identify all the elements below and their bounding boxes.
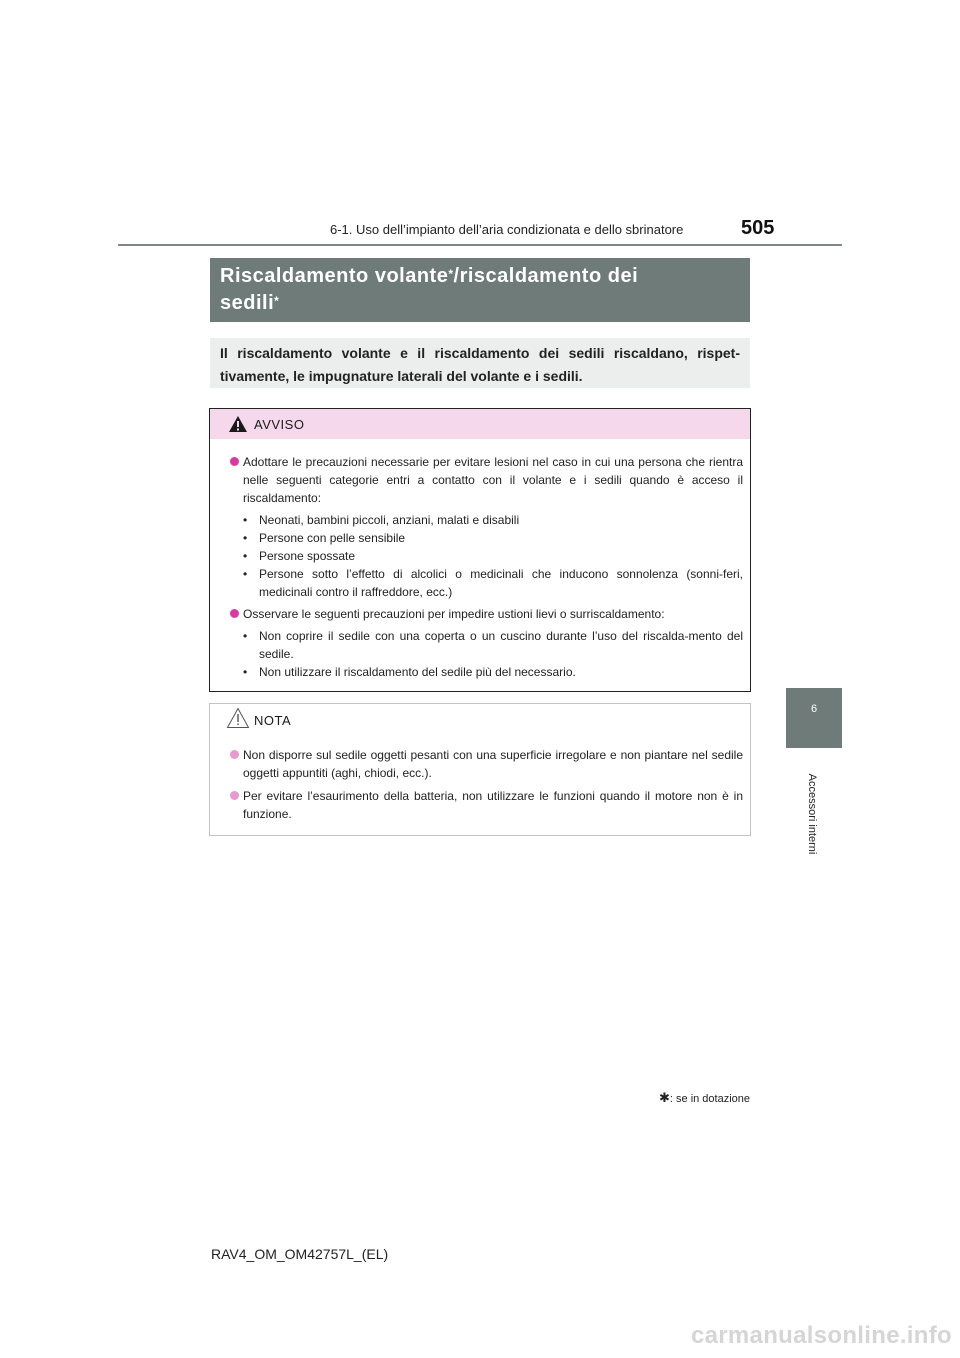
warning-body — [210, 439, 750, 685]
warning-sub-item-text: Non coprire il sedile con una coperta o un cuscino durante l’uso del riscalda-mento del sedile. — [259, 629, 743, 661]
note-body — [210, 734, 750, 823]
warning-sub-list — [230, 507, 743, 605]
caution-triangle-icon — [226, 707, 250, 734]
warning-sub-item — [243, 565, 743, 601]
warning-bullet — [230, 453, 743, 507]
bullet-dot-icon — [230, 609, 239, 618]
watermark: carmanualsonline.info — [690, 1322, 952, 1349]
section-title — [220, 263, 740, 317]
title-asterisk-2: * — [274, 294, 280, 308]
intro-box — [210, 338, 750, 388]
title-asterisk-1: * — [448, 267, 454, 281]
warning-sub-item-text: Persone spossate — [259, 549, 356, 563]
note-header — [210, 704, 750, 734]
warning-sub-item-text: Persone con pelle sensibile — [259, 531, 406, 545]
title-part-2: /riscaldamento dei — [453, 265, 639, 287]
note-bullet-text: Per evitare l’esaurimento della batteria, non utilizzare le funzioni quando il motore non è in funzione. — [243, 789, 743, 821]
title-part-1: Riscaldamento volante — [220, 265, 449, 287]
chapter-tab — [786, 688, 842, 748]
note-bullet — [230, 787, 743, 823]
warning-bullet-text: Adottare le precauzioni necessarie per evitare lesioni nel caso in cui una persona che rientra nelle seguenti categorie entri a contatto con il volante e i sedili quando è acceso il riscaldamento: — [243, 455, 743, 505]
warning-bullet-text: Osservare le seguenti precauzioni per impedire ustioni lievi o surriscaldamento: — [243, 607, 665, 621]
note-bullet-text: Non disporre sul sedile oggetti pesanti con una superficie irregolare e non piantare nel sedile oggetti appuntiti (aghi, chiodi, ecc.). — [243, 748, 743, 780]
warning-box — [209, 408, 751, 692]
warning-header — [210, 409, 750, 439]
header-divider — [118, 244, 842, 246]
sub-bullet-mark: • — [243, 567, 248, 581]
sub-bullet-mark: • — [243, 665, 248, 679]
sub-bullet-mark: • — [243, 629, 248, 643]
warning-sub-item-text: Non utilizzare il riscaldamento del sedile più del necessario. — [259, 665, 576, 679]
footer-document-code: RAV4_OM_OM42757L_(EL) — [211, 1246, 389, 1262]
bullet-dot-icon — [230, 791, 239, 800]
warning-sub-item — [243, 529, 743, 547]
footnote — [659, 1090, 750, 1106]
warning-sub-item — [243, 627, 743, 663]
title-part-3: sedili — [220, 292, 275, 314]
bullet-dot-icon — [230, 457, 239, 466]
bullet-dot-icon — [230, 750, 239, 759]
warning-label: AVVISO — [254, 417, 305, 432]
warning-sub-item-text: Neonati, bambini piccoli, anziani, malati e disabili — [259, 513, 520, 527]
sub-bullet-mark: • — [243, 513, 248, 527]
note-box — [209, 703, 751, 836]
note-bullet — [230, 746, 743, 782]
warning-sub-item — [243, 511, 743, 529]
chapter-side-label: Accessori interni — [806, 773, 818, 855]
warning-sub-item — [243, 663, 743, 681]
footnote-text: : se in dotazione — [669, 1093, 751, 1105]
warning-triangle-icon — [228, 415, 248, 438]
warning-sub-item — [243, 547, 743, 565]
sub-bullet-mark: • — [243, 531, 248, 545]
chapter-tab-number: 6 — [810, 703, 818, 715]
warning-sub-list — [230, 623, 743, 685]
header-section-title: 6-1. Uso dell’impianto dell’aria condizionata e dello sbrinatore — [330, 222, 684, 237]
warning-bullet — [230, 605, 743, 623]
section-title-box — [210, 258, 750, 322]
note-label: NOTA — [254, 713, 292, 728]
warning-sub-item-text: Persone sotto l’effetto di alcolici o medicinali che inducono sonnolenza (sonni-feri, medicinali contro il raffreddore, ecc.) — [259, 567, 743, 599]
page-number: 505 — [741, 217, 775, 239]
intro-text: Il riscaldamento volante e il riscaldamento dei sedili riscaldano, rispet-tivamente, le impugnature laterali del volante e i sedili. — [220, 345, 740, 384]
sub-bullet-mark: • — [243, 549, 248, 563]
footnote-asterisk-icon: ✱ — [659, 1090, 670, 1105]
